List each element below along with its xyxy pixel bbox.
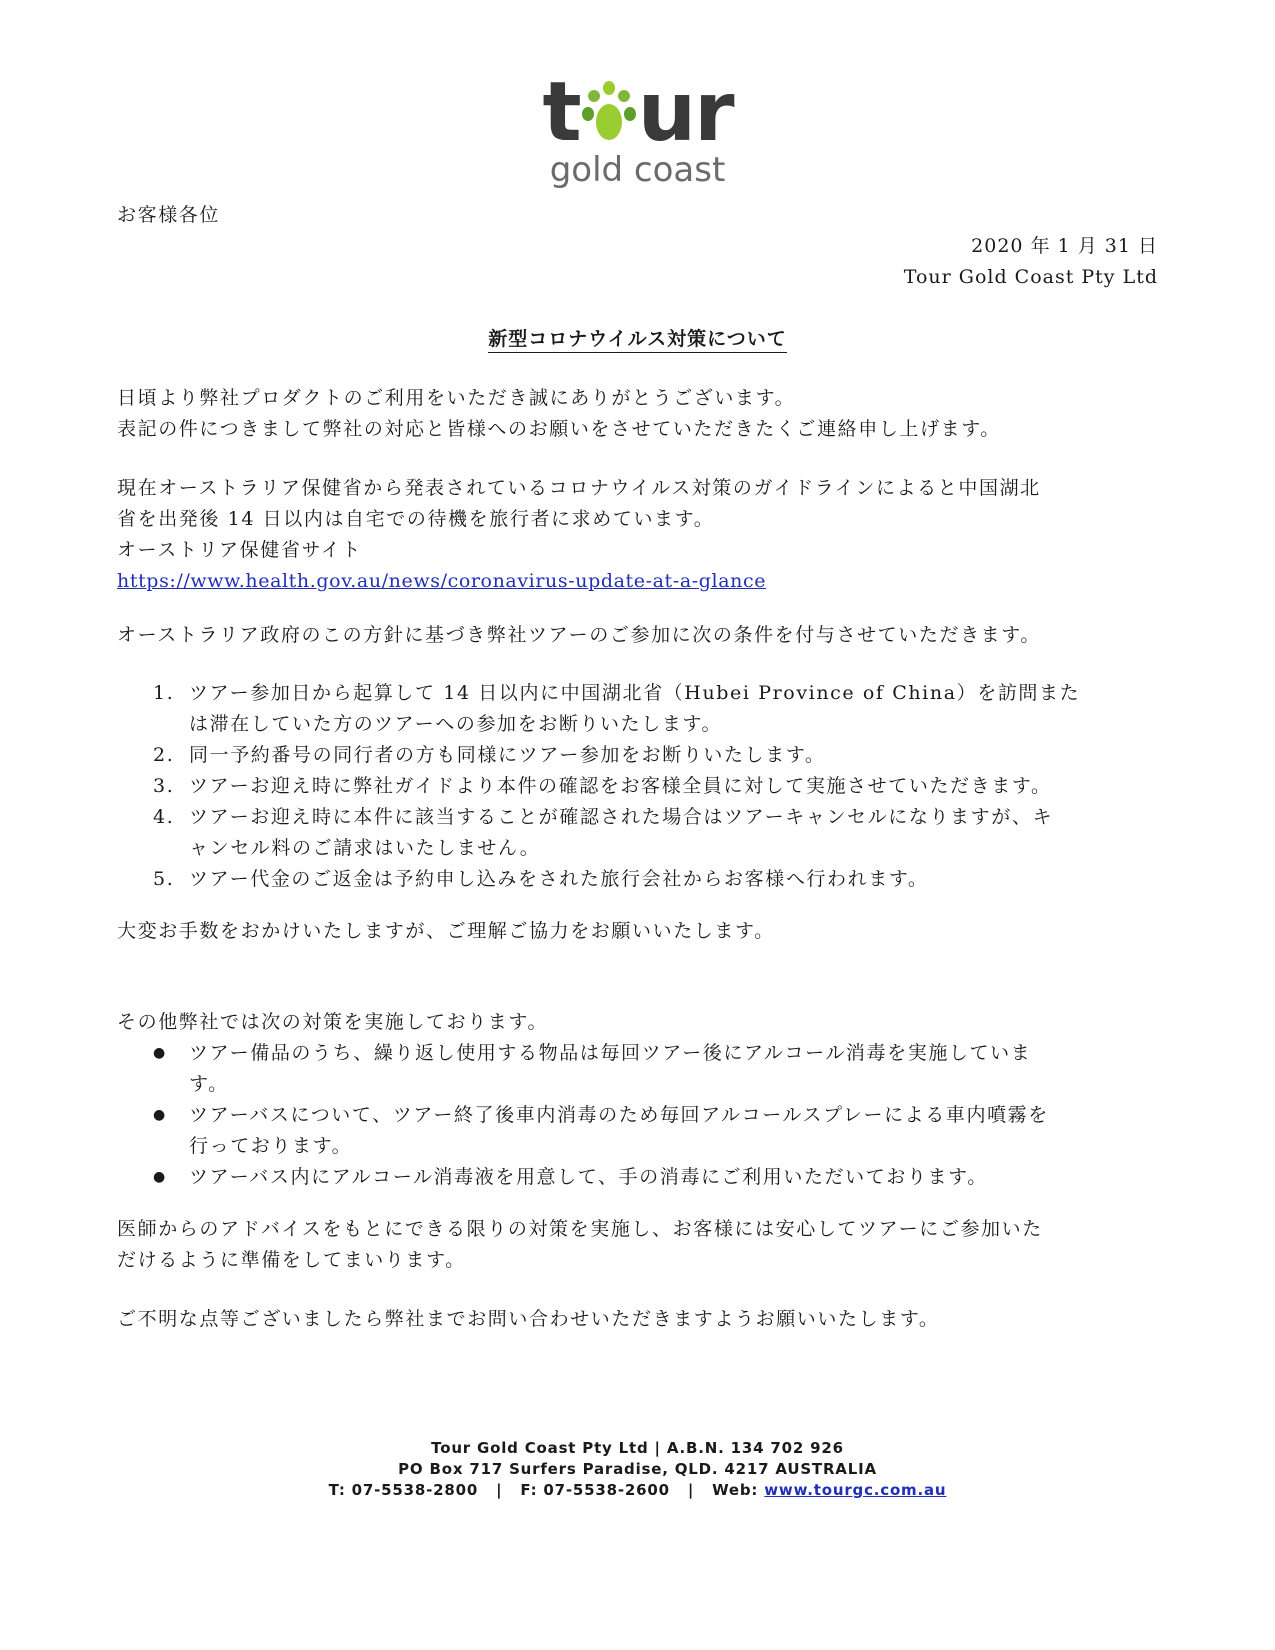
letter-date: 2020 年 1 月 31 日 (971, 235, 1158, 257)
closing-line: 医師からのアドバイスをもとにできる限りの対策を実施し、お客様には安心してツアーにご参加いた (117, 1218, 1043, 1240)
apology-text: 大変お手数をおかけいたしますが、ご理解ご協力をお願いいたします。 (117, 920, 775, 942)
footer-fax: F: 07-5538-2600 (520, 1481, 670, 1499)
footer-web-link[interactable]: www.tourgc.com.au (764, 1481, 947, 1499)
list-item: 5. ツアー代金のご返金は予約申し込みをされた旅行会社からお客様へ行われます。 (153, 868, 929, 890)
conditions-list (117, 678, 1157, 895)
list-item: 1. ツアー参加日から起算して 14 日以内に中国湖北省（Hubei Province of China）を訪問また は滞在していた方のツアーへの参加をお断りいたします。 (153, 682, 1081, 735)
list-item: ● ツアーバスについて、ツアー終了後車内消毒のため毎回アルコールスプレーによる車内噴霧を 行っております。 (117, 1100, 1157, 1162)
guideline-line: 現在オーストラリア保健省から発表されているコロナウイルス対策のガイドラインによると中国湖北 (117, 477, 1041, 499)
logo-letter-t: t (542, 65, 580, 160)
list-item: ● ツアーバス内にアルコール消毒液を用意して、手の消毒にご利用いただいております。 (117, 1162, 1157, 1193)
closing-paragraph (117, 1214, 1157, 1276)
guideline-line: 省を出発後 14 日以内は自宅での待機を旅行者に求めています。 (117, 508, 715, 530)
bullet-icon: ● (153, 1169, 167, 1185)
footer-company-line: Tour Gold Coast Pty Ltd | A.B.N. 134 702 926 (431, 1439, 844, 1457)
footer-address-line: PO Box 717 Surfers Paradise, QLD. 4217 AUSTRALIA (398, 1460, 877, 1478)
logo-letters-ur: ur (637, 65, 733, 160)
inquiry-text: ご不明な点等ございましたら弊社までお問い合わせいただきますようお願いいたします。 (117, 1308, 940, 1330)
bullet-icon: ● (153, 1107, 167, 1123)
bullet-icon: ● (153, 1045, 167, 1061)
policy-statement: オーストラリア政府のこの方針に基づき弊社ツアーのご参加に次の条件を付与させていただきます。 (117, 624, 1041, 646)
letter-company: Tour Gold Coast Pty Ltd (903, 266, 1158, 288)
footer-separator: | (496, 1481, 503, 1499)
measures-list (117, 1038, 1157, 1193)
intro-paragraph (117, 383, 1157, 445)
document-title: 新型コロナウイルス対策について (0, 324, 1275, 355)
footer-phone: T: 07-5538-2800 (328, 1481, 479, 1499)
logo-subtitle: gold coast (549, 150, 726, 190)
guideline-paragraph (117, 473, 1157, 597)
closing-line: だけるように準備をしてまいります。 (117, 1249, 466, 1271)
list-item: 2. 同一予約番号の同行者の方も同様にツアー参加をお断りいたします。 (153, 744, 826, 766)
list-item: 3. ツアーお迎え時に弊社ガイドより本件の確認をお客様全員に対して実施させていただきます。 (153, 775, 1052, 797)
list-item: ● ツアー備品のうち、繰り返し使用する物品は毎回ツアー後にアルコール消毒を実施していま す。 (117, 1038, 1157, 1100)
footer-web-label: Web: (712, 1481, 759, 1499)
leaf-cluster-icon (580, 76, 638, 146)
list-item: 4. ツアーお迎え時に本件に該当することが確認された場合はツアーキャンセルになりますが、キ ャンセル料のご請求はいたしません。 (153, 806, 1054, 859)
intro-line: 表記の件につきまして弊社の対応と皆様へのお願いをさせていただきたくご連絡申し上げます。 (117, 418, 1001, 440)
guideline-line: オーストリア保健省サイト (117, 539, 362, 561)
company-logo (0, 65, 1275, 190)
other-measures-intro: その他弊社では次の対策を実施しております。 (117, 1011, 549, 1033)
footer-contact-line (0, 1480, 1275, 1501)
intro-line: 日頃より弊社プロダクトのご利用をいただき誠にありがとうございます。 (117, 387, 796, 409)
page-footer (0, 1438, 1275, 1501)
logo-wordmark (542, 65, 733, 160)
salutation: お客様各位 (117, 204, 221, 226)
footer-separator: | (687, 1481, 695, 1499)
health-site-link[interactable]: https://www.health.gov.au/news/coronavirus-update-at-a-glance (117, 570, 767, 592)
